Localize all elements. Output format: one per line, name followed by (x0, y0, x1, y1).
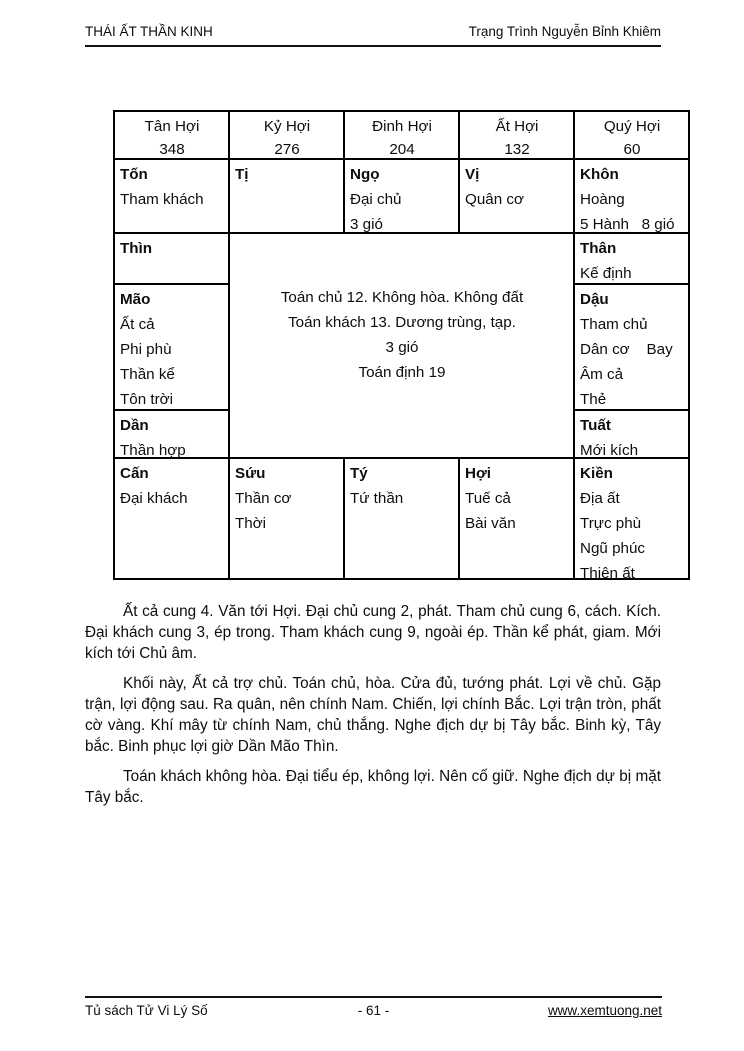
palace-entry: Địa ất (580, 490, 620, 507)
palace-label: Kiền (580, 465, 613, 482)
palace-entry: Ngũ phúc (580, 540, 646, 557)
palace-entry: Thiên ất (580, 565, 635, 579)
chart-cell-mao (114, 284, 229, 410)
palace-label: Cấn (120, 465, 149, 482)
chart-cell-hoi (459, 458, 574, 579)
palace-label: Tị (235, 166, 249, 183)
chart-header-cell-tan-hoi (114, 111, 229, 159)
chart-cell-dau (574, 284, 689, 410)
palace-label: Thân (580, 240, 617, 257)
stem-branch-name: Kỷ Hợi (263, 118, 311, 135)
palace-entry: Bài văn (465, 515, 516, 532)
chart-header-cell-ky-hoi (229, 111, 344, 159)
stem-branch-name: Tân Hợi (144, 118, 200, 135)
chart-cell-can (114, 458, 229, 579)
palace-entry: Tham chủ (580, 316, 648, 333)
palace-label: Vị (465, 166, 480, 183)
palace-entry: Ất cả (120, 316, 155, 333)
palace-label: Thìn (120, 240, 153, 257)
toan-dinh-line: Toán định 19 (358, 364, 446, 381)
author-name: Trạng Trình Nguyễn Bỉnh Khiêm (468, 24, 661, 39)
palace-entry: Thần kể (120, 366, 175, 383)
palace-label: Khôn (580, 166, 619, 183)
chart-cell-khon (574, 159, 689, 233)
chart-cell-vi (459, 159, 574, 233)
palace-entry: Thần cơ (235, 490, 292, 507)
stem-branch-value: 60 (623, 141, 641, 158)
stem-branch-value: 204 (389, 141, 415, 158)
palace-label: Tý (350, 465, 368, 482)
palace-label: Tuất (580, 417, 611, 434)
palace-entry: Đại chủ (350, 191, 402, 208)
chart-cell-tuat (574, 410, 689, 458)
chart-cell-ty (344, 458, 459, 579)
palace-entry: 3 gió (350, 216, 383, 233)
gio-line: 3 gió (385, 339, 419, 356)
palace-entry: Phi phù (120, 341, 172, 358)
palace-entry: Mới kích (580, 442, 639, 458)
chart-cell-ngo (344, 159, 459, 233)
stem-branch-name: Ất Hợi (495, 118, 539, 135)
website-link[interactable]: www.xemtuong.net (547, 1003, 662, 1018)
palace-entry: Thần hợp (120, 442, 186, 458)
palace-label: Sứu (235, 465, 266, 482)
palace-entry: Tứ thần (350, 490, 404, 507)
series-name: Tủ sách Tử Vi Lý Số (85, 1003, 208, 1018)
chart-cell-kien (574, 458, 689, 579)
palace-entry: Hoàng (580, 191, 625, 208)
chart-cell-thin (114, 233, 229, 284)
chart-header-cell-at-hoi (459, 111, 574, 159)
stem-branch-value: 348 (159, 141, 185, 158)
chart-cell-dan (114, 410, 229, 458)
palace-entry: Dân cơ Bay (580, 341, 673, 358)
stem-branch-value: 132 (504, 141, 530, 158)
toan-khach-line: Toán khách 13. Dương trùng, tạp. (288, 314, 516, 331)
page-footer (85, 996, 662, 1018)
commentary-text (85, 601, 661, 817)
palace-entry: 5 Hành 8 gió (580, 216, 675, 233)
palace-label: Tốn (120, 166, 148, 183)
chart-cell-ti (229, 159, 344, 233)
thai-at-chart-table (113, 110, 690, 580)
chart-header-cell-dinh-hoi (344, 111, 459, 159)
book-title: THÁI ẤT THẦN KINH (85, 24, 213, 39)
palace-label: Mão (120, 291, 151, 308)
palace-label: Dần (120, 417, 149, 434)
paragraph-toan-khach: Toán khách không hòa. Đại tiểu ép, không lợi. Nên cố giữ. Nghe địch dự bị mặt Tây bắc. (85, 768, 661, 806)
page-header (85, 24, 661, 47)
stem-branch-name: Quý Hợi (603, 118, 661, 135)
chart-cell-suu (229, 458, 344, 579)
palace-label: Ngọ (350, 166, 380, 183)
palace-entry: Thời (235, 515, 267, 532)
chart-header-cell-quy-hoi (574, 111, 689, 159)
chart-cell-ton (114, 159, 229, 233)
palace-entry: Quân cơ (465, 191, 524, 208)
palace-entry: Tuế cả (465, 490, 511, 507)
paragraph-at-ca-cung: Ất cả cung 4. Văn tới Hợi. Đại chủ cung 2, phát. Tham chủ cung 6, cách. Kích. Đại khách cung 3, ép trong. Tham khách cung 9, ngoài ép. Thần kể phát, giam. Mới kích tới Chủ âm. (85, 603, 661, 662)
palace-entry: Kế định (580, 265, 632, 282)
palace-entry: Trực phù (580, 515, 642, 532)
paragraph-khoi-nay: Khối này, Ất cả trợ chủ. Toán chủ, hòa. Cửa đủ, tướng phát. Lợi về chủ. Gặp trận, lợi động sau. Ra quân, nên chính Nam. Chiến, lợi chính Bắc. Lợi trận tròn, phất cờ vàng. Khí mây từ chính Nam, chủ thắng. Nghe địch dự bị Tây bắc. Binh kỳ, Tây bắc. Binh phục lợi giờ Dần Mão Thìn. (85, 675, 661, 755)
palace-label: Dậu (580, 291, 609, 308)
stem-branch-name: Đinh Hợi (372, 118, 432, 135)
chart-center-summary-cell (229, 233, 574, 458)
palace-entry: Âm cả (580, 366, 624, 383)
palace-entry: Đại khách (120, 490, 188, 507)
toan-chu-line: Toán chủ 12. Không hòa. Không đất (280, 289, 524, 306)
chart-cell-than (574, 233, 689, 284)
page-number: - 61 - (357, 1003, 390, 1018)
stem-branch-value: 276 (274, 141, 300, 158)
palace-entry: Tôn trời (120, 391, 174, 408)
palace-entry: Tham khách (120, 191, 204, 208)
palace-label: Hợi (465, 465, 491, 482)
palace-entry: Thẻ (580, 391, 607, 408)
